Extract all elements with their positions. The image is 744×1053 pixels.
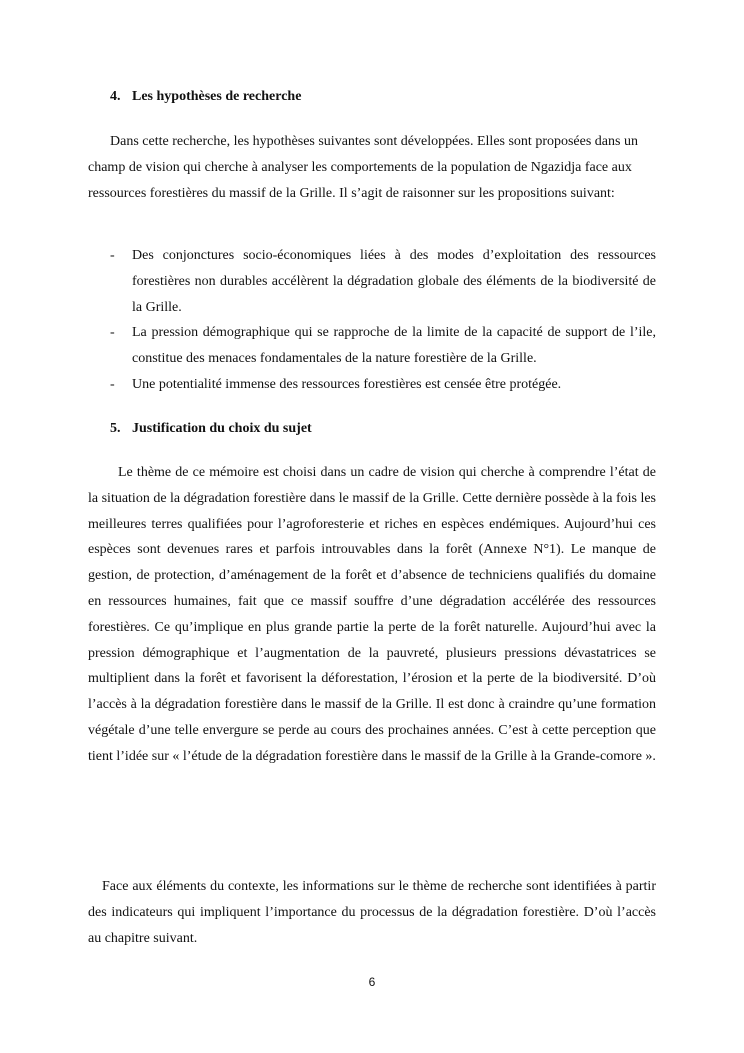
section-5-title: Justification du choix du sujet [132, 421, 312, 436]
hypothesis-text-2: La pression démographique qui se rapproche de la limite de la capacité de support de l’ile, constitue des menaces fondamentales de la nature forestière de la Grille. [132, 325, 656, 367]
bullet-marker: - [110, 325, 115, 341]
justification-text: Le thème de ce mémoire est choisi dans un cadre de vision qui cherche à comprendre l’état de la situation de la dégradation forestière dans le massif de la Grille. Cette dernière possède à la fois les meilleures terres qualifiées pour l’agroforesterie et riches en espèces endémiques. Aujourd’hui ces espèces sont devenues rares et parfois introuvables dans la forêt (Annexe N°1). Le manque de gestion, de protection, d’aménagement de la forêt et d’absence de techniciens qualifiés du domaine en ressources humaines, fait que ce massif souffre d’une dégradation accélérée des ressources forestières. Ce qu’implique en plus grande partie la perte de la forêt naturelle. Aujourd’hui avec la pression démographique et l’augmentation de la pauvreté, plusieurs pressions dévastatrices se multiplient dans la forêt et favorisent la déforestation, l’érosion et la perte de la biodiversité. D’où l’accès à la dégradation forestière dans le massif de la Grille. Il est donc à craindre qu’une formation végétale d’une telle envergure se perde au cours des prochaines années. C’est à cette perception que tient l’idée sur « l’étude de la dégradation forestière dans le massif de la Grille à la Grande-comore ». [88, 465, 656, 764]
section-4-heading [110, 89, 301, 105]
hypotheses-list [110, 243, 656, 398]
section-4-number: 4. [110, 89, 121, 104]
hypotheses-intro-paragraph [88, 129, 656, 206]
conclusion-text: Face aux éléments du contexte, les informations sur le thème de recherche sont identifiées à partir des indicateurs qui impliquent l’importance du processus de la dégradation forestière. D’où l’accès au chapitre suivant. [88, 879, 656, 946]
justification-paragraph [88, 460, 656, 770]
bullet-marker: - [110, 248, 115, 263]
hypotheses-intro-text: Dans cette recherche, les hypothèses suivantes sont développées. Elles sont proposées dans un champ de vision qui cherche à analyser les comportements de la population de Ngazidja face aux ressources forestières du massif de la Grille. Il s’agit de raisonner sur les propositions suivant: [88, 134, 638, 201]
section-5-number: 5. [110, 421, 121, 436]
section-5-heading [110, 421, 312, 437]
conclusion-paragraph [88, 874, 656, 951]
hypothesis-item-3 [110, 372, 656, 398]
hypothesis-item-2 [110, 320, 656, 372]
hypothesis-text-1: Des conjonctures socio-économiques liées à des modes d’exploitation des ressources forestières non durables accélèrent la dégradation globale des éléments de la biodiversité de la Grille. [132, 248, 656, 315]
bullet-marker: - [110, 376, 115, 392]
page-number: 6 [368, 975, 376, 989]
hypothesis-item-1 [110, 243, 656, 320]
hypothesis-text-3: Une potentialité immense des ressources forestières est censée être protégée. [132, 376, 562, 392]
section-4-title: Les hypothèses de recherche [132, 89, 302, 104]
